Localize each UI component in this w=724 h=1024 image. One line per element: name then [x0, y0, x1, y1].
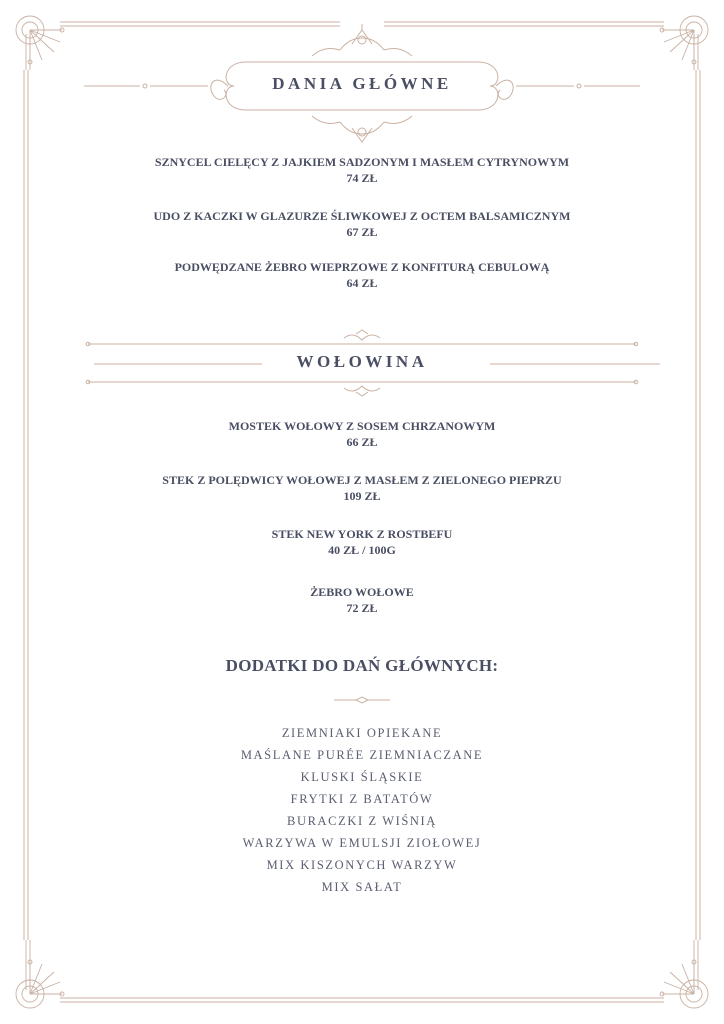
corner-ornament-bottom-left [16, 960, 64, 1008]
side-item: MIX SAŁAT [321, 880, 403, 894]
dish-name: STEK Z POLĘDWICY WOŁOWEJ Z MASŁEM Z ZIELONEGO PIEPRZU [162, 473, 562, 487]
dish-name: PODWĘDZANE ŻEBRO WIEPRZOWE Z KONFITURĄ CEBULOWĄ [174, 260, 550, 274]
side-item: FRYTKI Z BATATÓW [290, 792, 434, 806]
main-section-title: DANIA GŁÓWNE [272, 74, 452, 93]
dish-item [0, 526, 724, 558]
dish-item [0, 154, 724, 186]
dish-price: 72 ZŁ [346, 601, 378, 615]
dish-price: 66 ZŁ [346, 435, 378, 449]
corner-ornament-top-right [660, 16, 708, 64]
dish-item [0, 418, 724, 450]
dish-price: 67 ZŁ [346, 225, 378, 239]
sides-divider [334, 697, 390, 703]
dish-item [0, 259, 724, 291]
sides-section-title: DODATKI DO DAŃ GŁÓWNYCH: [225, 656, 499, 675]
side-item: BURACZKI Z WIŚNIĄ [287, 814, 437, 828]
dish-price: 109 ZŁ [343, 489, 381, 503]
dish-item [0, 584, 724, 616]
dish-item [0, 472, 724, 504]
side-item: MIX KISZONYCH WARZYW [266, 858, 458, 872]
corner-ornament-top-left [16, 16, 64, 64]
dish-name: ŻEBRO WOŁOWE [310, 585, 414, 599]
dish-name: STEK NEW YORK Z ROSTBEFU [271, 527, 453, 541]
sides-list [0, 722, 724, 898]
beef-section-title: WOŁOWINA [296, 352, 428, 371]
side-item: KLUSKI ŚLĄSKIE [300, 770, 424, 784]
dish-item [0, 208, 724, 240]
side-item: MAŚLANE PURÉE ZIEMNIACZANE [240, 748, 484, 762]
dish-name: UDO Z KACZKI W GLAZURZE ŚLIWKOWEJ Z OCTEM BALSAMICZNYM [153, 209, 571, 223]
corner-ornament-bottom-right [660, 960, 708, 1008]
side-item: WARZYWA W EMULSJI ZIOŁOWEJ [242, 836, 482, 850]
dish-name: SZNYCEL CIELĘCY Z JAJKIEM SADZONYM I MASŁEM CYTRYNOWYM [154, 155, 570, 169]
dish-price: 74 ZŁ [346, 171, 378, 185]
side-item: ZIEMNIAKI OPIEKANE [281, 726, 443, 740]
dish-name: MOSTEK WOŁOWY Z SOSEM CHRZANOWYM [228, 419, 496, 433]
dish-price: 40 ZŁ / 100G [328, 543, 396, 557]
dish-price: 64 ZŁ [346, 276, 378, 290]
